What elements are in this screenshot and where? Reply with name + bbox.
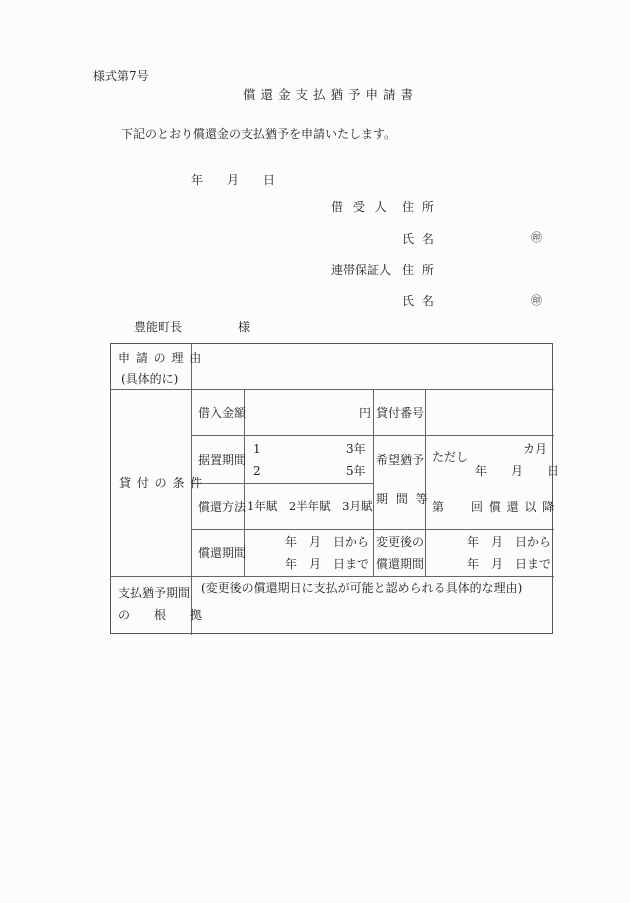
- from-nth-repayment[interactable]: 第 回 償 還 以 降: [432, 500, 556, 514]
- loan-amount-input[interactable]: [246, 391, 372, 434]
- date-day: 日: [263, 173, 276, 187]
- divider: [425, 389, 426, 576]
- changed-period-label: 変更後の: [376, 535, 425, 549]
- intro-text: 下記のとおり償還金の支払猶予を申請いたします。: [121, 127, 397, 141]
- application-table: [110, 343, 560, 634]
- changed-period-until[interactable]: 年 月 日まで: [467, 557, 552, 571]
- page-title: 償還金支払猶予申請書: [243, 87, 419, 102]
- guarantor-address-label: 住 所: [402, 263, 436, 277]
- date-year: 年: [191, 173, 204, 187]
- reason-label: 申 請 の 理 由: [118, 351, 203, 365]
- repay-method-options[interactable]: 1年賦 2半年賦 3月賦: [247, 499, 373, 513]
- loan-amount-unit: 円: [359, 406, 372, 420]
- divider: [111, 389, 554, 390]
- deferment-option-1-val[interactable]: 3年: [346, 442, 366, 456]
- repay-period-label: 償還期間: [198, 546, 247, 560]
- guarantor-name-label: 氏 名: [402, 294, 436, 308]
- desired-date[interactable]: 年 月 日: [475, 464, 560, 478]
- loan-number-label: 貸付番号: [376, 406, 425, 420]
- repay-method-label: 償還方法: [198, 500, 247, 514]
- divider: [111, 576, 554, 577]
- deferment-option-2-val[interactable]: 5年: [346, 464, 366, 478]
- addressee-name: 豊能町長: [134, 320, 183, 334]
- basis-input[interactable]: [193, 598, 551, 632]
- changed-period-label-2: 償還期間: [376, 557, 425, 571]
- conditions-label: 貸 付 の 条 件: [119, 476, 204, 490]
- deferment-option-1-num[interactable]: 1: [253, 442, 261, 456]
- desired-deferment-label-2: 期 間 等: [376, 492, 430, 506]
- addressee-suffix: 様: [238, 320, 251, 334]
- basis-note: (変更後の償還期日に支払が可能と認められる具体的な理由): [201, 581, 523, 595]
- loan-amount-label: 借入金額: [198, 406, 247, 420]
- borrower-address-label: 住 所: [402, 200, 436, 214]
- basis-label-2: の 根 拠: [118, 608, 203, 622]
- loan-number-input[interactable]: [427, 391, 551, 434]
- reason-input[interactable]: [193, 345, 551, 388]
- deferment-label: 据置期間: [198, 453, 247, 467]
- desired-deferment-label: 希望猶予: [376, 453, 425, 467]
- months-unit[interactable]: カ月: [523, 442, 548, 456]
- borrower-seal-icon: ㊞: [531, 231, 542, 244]
- repay-period-until[interactable]: 年 月 日まで: [285, 557, 370, 571]
- tadashi-text: ただし: [432, 450, 469, 464]
- reason-sublabel: (具体的に): [121, 372, 179, 386]
- guarantor-label: 連帯保証人: [331, 263, 392, 277]
- deferment-option-2-num[interactable]: 2: [253, 464, 261, 478]
- changed-period-from[interactable]: 年 月 日から: [467, 535, 552, 549]
- basis-label: 支払猶予期間: [118, 586, 191, 600]
- date-month: 月: [227, 173, 240, 187]
- borrower-name-label: 氏 名: [402, 232, 436, 246]
- form-number: 様式第7号: [93, 69, 149, 83]
- borrower-label: 借 受 人: [331, 200, 390, 214]
- guarantor-seal-icon: ㊞: [531, 294, 542, 307]
- divider: [192, 483, 373, 484]
- repay-period-from[interactable]: 年 月 日から: [285, 535, 370, 549]
- divider: [373, 389, 374, 576]
